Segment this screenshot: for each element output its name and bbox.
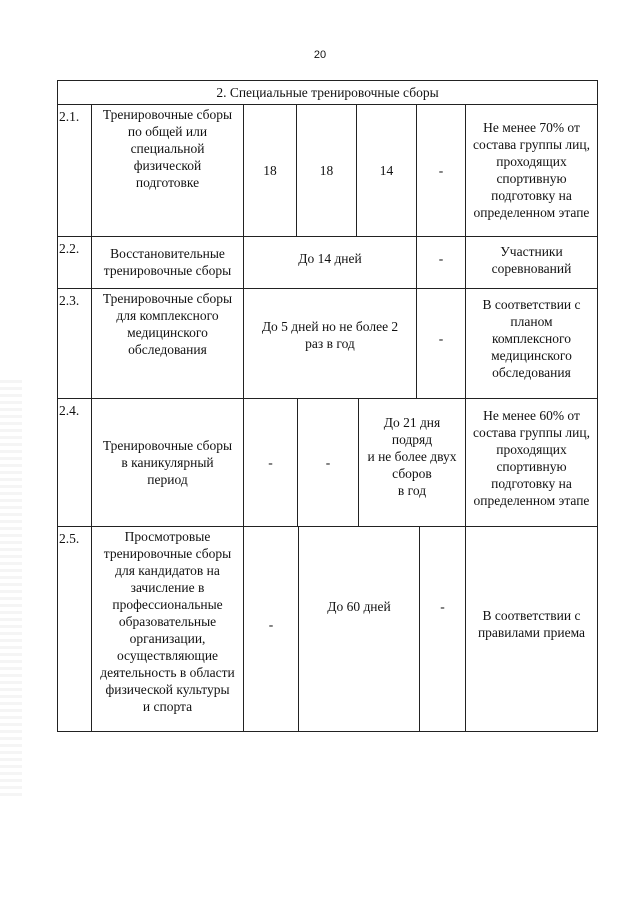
cell-value: 18 (319, 162, 334, 178)
cell-value: - (325, 454, 331, 470)
cell-value: - (438, 250, 444, 266)
cell-value: - (438, 330, 444, 346)
row-note: В соответствии с правилами приема (477, 608, 586, 640)
row-note: В соответствии с планом комплексного медицинского обследования (482, 296, 581, 380)
cell-merged: До 21 дня подряд и не более двух сборов в год (367, 414, 457, 498)
row-name: Тренировочные сборы в каникулярный период (102, 437, 233, 487)
cell-value: - (268, 616, 274, 632)
row-name: Тренировочные сборы по общей или специальной физической подготовке (102, 107, 233, 190)
page-number: 20 (313, 49, 327, 61)
row-note: Участники соревнований (491, 244, 572, 276)
table-border-right (597, 80, 598, 732)
cell-merged: До 60 дней (327, 598, 391, 614)
row-number: 2.2. (59, 241, 80, 256)
section-title: 2. Специальные тренировочные сборы (216, 84, 439, 100)
cell-merged: До 5 дней но не более 2 раз в год (261, 319, 399, 351)
row-name: Тренировочные сборы для комплексного медицинского обследования (102, 291, 233, 357)
row-note: Не менее 70% от состава группы лиц, проходящих спортивную подготовку на определенном этапе (472, 120, 590, 220)
row-number: 2.3. (59, 293, 80, 308)
cell-value: 18 (263, 162, 277, 178)
cell-merged: До 14 дней (298, 250, 362, 266)
cell-value: - (440, 598, 445, 614)
row-number: 2.5. (59, 531, 80, 546)
table-border-bottom (57, 731, 598, 732)
row-number: 2.4. (59, 403, 80, 418)
row-note: Не менее 60% от состава группы лиц, проходящих спортивную подготовку на определенном этапе (472, 408, 590, 508)
table-border-left (57, 80, 58, 732)
cell-value: - (438, 162, 444, 178)
cell-value: 14 (379, 162, 394, 178)
row-number: 2.1. (59, 109, 80, 124)
row-name: Просмотровые тренировочные сборы для кандидатов на зачисление в профессиональные образовательные организации, осуществляющие деятельность в области физической культуры и спорта (100, 529, 235, 714)
cell-value: - (268, 454, 273, 470)
row-name: Восстановительные тренировочные сборы (103, 246, 232, 278)
